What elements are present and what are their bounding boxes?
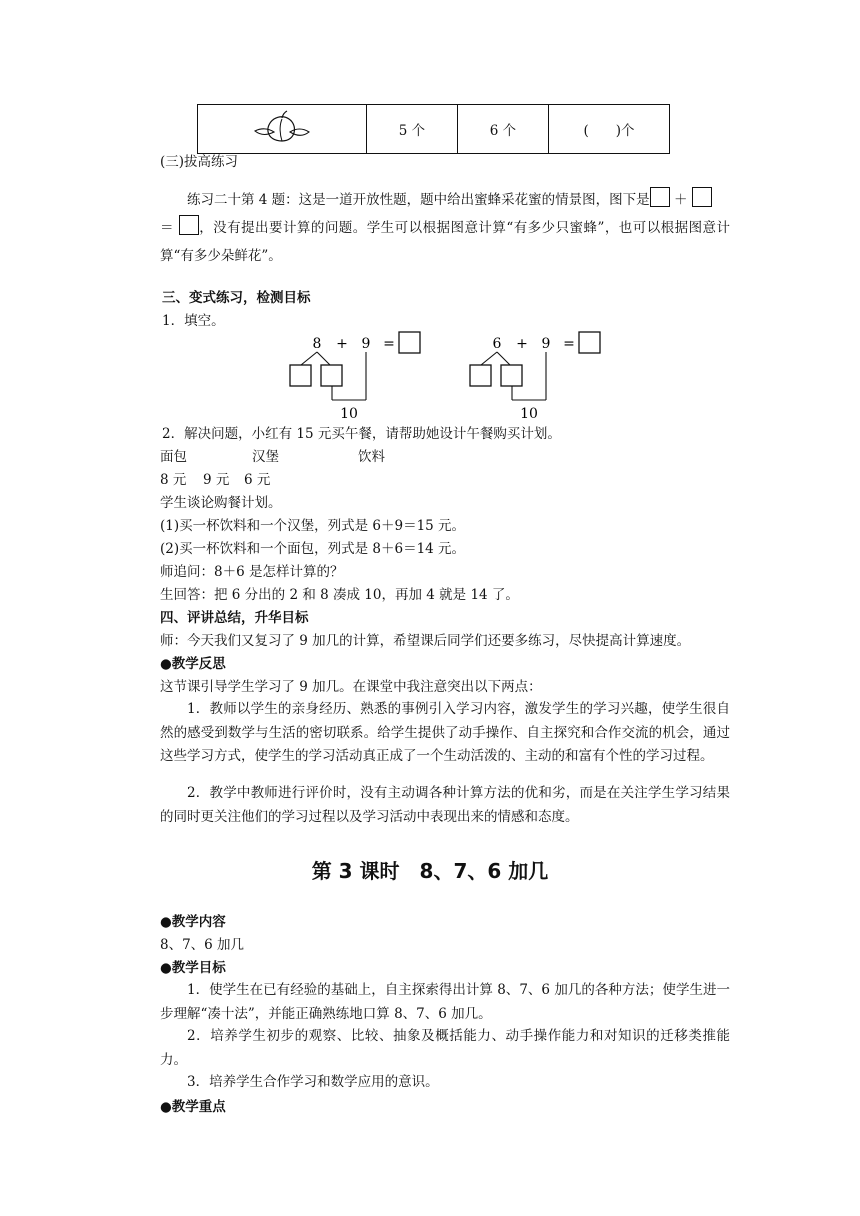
question: 1．填空。 bbox=[162, 313, 225, 329]
exercise-text: 练习二十第 4 题：这是一道开放性题，题中给出蜜蜂采花蜜的情景图，图下是 bbox=[187, 192, 650, 208]
operator: + bbox=[516, 336, 528, 352]
equals: = bbox=[563, 336, 575, 352]
table-row bbox=[198, 105, 670, 154]
addend-b: 9 bbox=[541, 336, 551, 352]
result-box bbox=[399, 332, 420, 353]
table-cell: ( )个 bbox=[549, 105, 670, 154]
section-heading: 三、变式练习，检测目标 bbox=[162, 290, 311, 306]
section-heading: ●教学反思 bbox=[160, 656, 226, 672]
goal-paragraph: 1．使学生在已有经验的基础上，自主探索得出计算 8、7、6 加几的各种方法；使学生进一步理解“凑十法”，并能正确熟练地口算 8、7、6 加几。 bbox=[160, 982, 730, 1022]
equals: = bbox=[383, 336, 395, 352]
section-title: (三)拔高练习 bbox=[160, 154, 239, 170]
text-line: 学生谈论购餐计划。 bbox=[160, 495, 282, 511]
menu-item: 饮料 bbox=[358, 449, 385, 465]
operator: + bbox=[336, 336, 348, 352]
answer-box bbox=[179, 215, 199, 235]
split-box bbox=[290, 365, 311, 386]
text-line: (2)买一杯饮料和一个面包，列式是 8＋6＝14 元。 bbox=[160, 541, 466, 557]
addend-b: 9 bbox=[361, 336, 371, 352]
equals-sign: ＝ bbox=[160, 220, 174, 236]
menu-price: 6 元 bbox=[244, 472, 271, 488]
peach-cell bbox=[198, 105, 367, 154]
menu-item: 面包 bbox=[160, 449, 187, 465]
lesson-title: 第 3 课时 8、7、6 加几 bbox=[311, 859, 549, 883]
addend-a: 8 bbox=[312, 336, 322, 352]
question: 2．解决问题，小红有 15 元买午餐，请帮助她设计午餐购买计划。 bbox=[162, 426, 561, 442]
make-ten-diagram bbox=[460, 330, 610, 422]
text-line: (1)买一杯饮料和一个汉堡，列式是 6＋9＝15 元。 bbox=[160, 518, 466, 534]
section-heading: ●教学内容 bbox=[160, 914, 226, 930]
table-cell: 5 个 bbox=[367, 105, 458, 154]
split-box bbox=[470, 365, 491, 386]
addend-a: 6 bbox=[492, 336, 502, 352]
make-ten-diagram bbox=[280, 330, 430, 422]
text-line: 生回答：把 6 分出的 2 和 8 凑成 10，再加 4 就是 14 了。 bbox=[160, 587, 519, 603]
text-line: 师：今天我们又复习了 9 加几的计算，希望课后同学们还要多练习，尽快提高计算速度。 bbox=[160, 633, 691, 649]
peach-icon bbox=[252, 110, 312, 144]
menu-item: 汉堡 bbox=[252, 449, 279, 465]
section-heading: ●教学重点 bbox=[160, 1099, 226, 1115]
answer-box bbox=[692, 187, 712, 207]
text-line: 8、7、6 加几 bbox=[160, 937, 245, 953]
split-box bbox=[321, 365, 342, 386]
text-line: 这节课引导学生学习了 9 加几。在课堂中我注意突出以下两点： bbox=[160, 679, 542, 695]
result-box bbox=[579, 332, 600, 353]
section-heading: ●教学目标 bbox=[160, 960, 226, 976]
goal-paragraph: 2．培养学生初步的观察、比较、抽象及概括能力、动手操作能力和对知识的迁移类推能力。 bbox=[160, 1028, 730, 1068]
table-cell: 6 个 bbox=[458, 105, 549, 154]
menu-price: 8 元 bbox=[160, 472, 187, 488]
reflection-paragraph: 1．教师以学生的亲身经历、熟悉的事例引入学习内容，激发学生的学习兴趣，使学生很自然的感受到数学与生活的密切联系。给学生提供了动手操作、自主探究和合作交流的机会，通过这些学习方式，使学生的学习活动真正成了一个生动活泼的、主动的和富有个性的学习过程。 bbox=[160, 701, 730, 764]
plus-sign: ＋ bbox=[673, 192, 688, 208]
text-line: 师追问：8＋6 是怎样计算的？ bbox=[160, 564, 344, 580]
fruit-count-table bbox=[197, 104, 670, 154]
reflection-paragraph: 2．教学中教师进行评价时，没有主动调各种计算方法的优和劣，而是在关注学生学习结果的同时更关注他们的学习过程以及学习活动中表现出来的情感和态度。 bbox=[160, 785, 730, 825]
exercise-paragraph bbox=[160, 186, 730, 270]
exercise-text: ，没有提出要计算的问题。学生可以根据图意计算“有多少只蜜蜂”，也可以根据图意计算“有多少朵鲜花”。 bbox=[160, 220, 731, 264]
ten-label: 10 bbox=[340, 406, 358, 422]
menu-price: 9 元 bbox=[203, 472, 230, 488]
ten-label: 10 bbox=[520, 406, 538, 422]
answer-box bbox=[650, 187, 670, 207]
section-heading: 四、评讲总结，升华目标 bbox=[160, 610, 309, 626]
goal-paragraph: 3．培养学生合作学习和数学应用的意识。 bbox=[187, 1074, 439, 1090]
split-box bbox=[501, 365, 522, 386]
